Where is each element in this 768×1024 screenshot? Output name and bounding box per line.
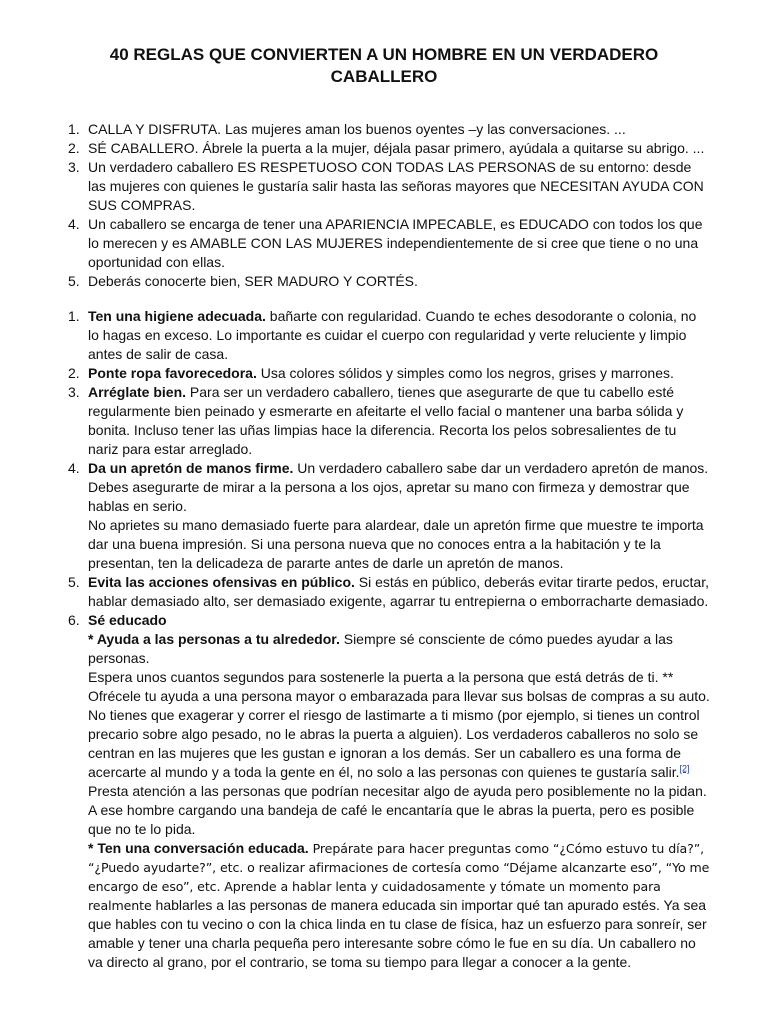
list-item [60,383,710,459]
item-number: 2. [68,365,80,381]
item-text-continued: No aprietes su mano demasiado fuerte para alardear, dale un apretón firme que muestre te importa dar una buena impresión. Si una persona nueva que no conoces entra a la habitación y te la presentan, ten la delicadeza de pararte antes de darle un apretón de manos. [88,517,704,571]
list-item [60,573,710,611]
item-number: 1. [68,308,80,324]
item-text: Un verdadero caballero ES RESPETUOSO CON TODAS LAS PERSONAS de su entorno: desde las mujeres con quienes le gustaría salir hasta las señoras mayores que NECESITAN AYUDA CON SUS COMPRAS. [88,159,704,213]
item-number: 4. [68,460,80,476]
item-heading: Sé educado [88,612,167,628]
item-number: 1. [68,121,80,137]
paragraph-alt-font: Prepárate para hacer preguntas como “¿Cómo estuvo tu día?”, “¿Puedo ayudarte?”, etc. o realizar afirmaciones de cortesía como “Déjame alcanzarte eso”, “Yo me encargo de eso”, etc. Aprende a hablar lenta y cuidadosamente y tómate un momento para realmente [88,841,710,913]
item-text: bañarte con regularidad. Cuando te eches desodorante o colonia, no lo hagas en exceso. Lo importante es cuidar el cuerpo con regularidad y verte reluciente y limpio antes de salir de casa. [88,308,697,362]
list-item [60,364,710,383]
item-text: Si estás en público, deberás evitar tirarte pedos, eructar, hablar demasiado alto, ser demasiado exigente, agarrar tu entrepierna o emborracharte demasiado. [88,574,709,609]
item-heading: Ponte ropa favorecedora. [88,365,257,381]
document-title: 40 REGLAS QUE CONVIERTEN A UN HOMBRE EN UN VERDADERO CABALLERO [109,45,659,86]
item-number: 3. [68,159,80,175]
paragraph: Espera unos cuantos segundos para sostenerle la puerta a la persona que está detrás de ti. ** Ofrécele tu ayuda a una persona mayor o embarazada para llevar sus bolsas de compras a su auto. No tienes que exagerar y correr el riesgo de lastimarte a ti mismo (por ejemplo, si tienes un control precario sobre algo pesado, no le abras la puerta a alguien). Los verdaderos caballeros no solo se centran en las mujeres que les gustan e ignoran a los demás. Ser un caballero es una forma de acercarte al mundo y a toda la gente en él, no solo a las personas con quienes te gustaría salir. [88,669,710,780]
item-text: SÉ CABALLERO. Ábrele la puerta a la mujer, déjala pasar primero, ayúdala a quitarse su abrigo. ... [88,140,705,156]
item-number: 5. [68,574,80,590]
list-item [60,272,710,291]
list-item [60,459,710,573]
list-item [60,120,710,139]
item-text: Deberás conocerte bien, SER MADURO Y CORTÉS. [88,273,418,289]
rules-list [60,307,710,972]
summary-list [60,120,710,291]
item-text: CALLA Y DISFRUTA. Las mujeres aman los buenos oyentes –y las conversaciones. ... [88,121,626,137]
list-item [60,611,710,972]
item-number: 5. [68,273,80,289]
subheading-text: Siempre sé consciente de cómo puedes ayudar a las personas. [88,631,673,666]
subheading-help-others: * Ayuda a las personas a tu alrededor. [88,631,340,647]
item-heading: Da un apretón de manos firme. [88,460,294,476]
subheading-polite-conversation: * Ten una conversación educada. [88,840,309,856]
item-number: 3. [68,384,80,400]
item-number: 6. [68,612,80,628]
item-heading: Arréglate bien. [88,384,187,400]
paragraph: hablarles a las personas de manera educada sin importar qué tan apurado estés. Ya sea que hables con tu vecino o con la chica linda en tu clase de física, haz un esfuerzo para sonreír, ser amable y tener una charla pequeña pero interesante sobre cómo le fue en su día. Un caballero no va directo al grano, por el contrario, se toma su tiempo para llegar a conocer a la gente. [88,897,707,970]
paragraph: Presta atención a las personas que podrían necesitar algo de ayuda pero posiblemente no la pidan. A ese hombre cargando una bandeja de café le encantaría que le abras la puerta, pero es posible que no te lo pida. [88,783,707,837]
list-item [60,158,710,215]
item-number: 4. [68,216,80,232]
list-item [60,139,710,158]
item-text: Un verdadero caballero sabe dar un verdadero apretón de manos. Debes asegurarte de mirar a la persona a los ojos, apretar su mano con firmeza y demostrar que hablas en serio. [88,460,709,514]
item-text: Un caballero se encarga de tener una APARIENCIA IMPECABLE, es EDUCADO con todos los que lo merecen y es AMABLE CON LAS MUJERES independientemente de si cree que tiene o no una oportunidad con ellas. [88,216,703,270]
list-item [60,307,710,364]
item-text: Para ser un verdadero caballero, tienes que asegurarte de que tu cabello esté regularmente bien peinado y esmerarte en afeitarte el vello facial o mantener una barba sólida y bonita. Incluso tener las uñas limpias hace la diferencia. Recorta los pelos sobresalientes de tu nariz para estar arreglado. [88,384,684,457]
list-item [60,215,710,272]
item-number: 2. [68,140,80,156]
reference-link[interactable]: [2] [679,763,690,774]
item-text: Usa colores sólidos y simples como los negros, grises y marrones. [256,365,674,381]
item-heading: Ten una higiene adecuada. [88,308,266,324]
item-heading: Evita las acciones ofensivas en público. [88,574,355,590]
